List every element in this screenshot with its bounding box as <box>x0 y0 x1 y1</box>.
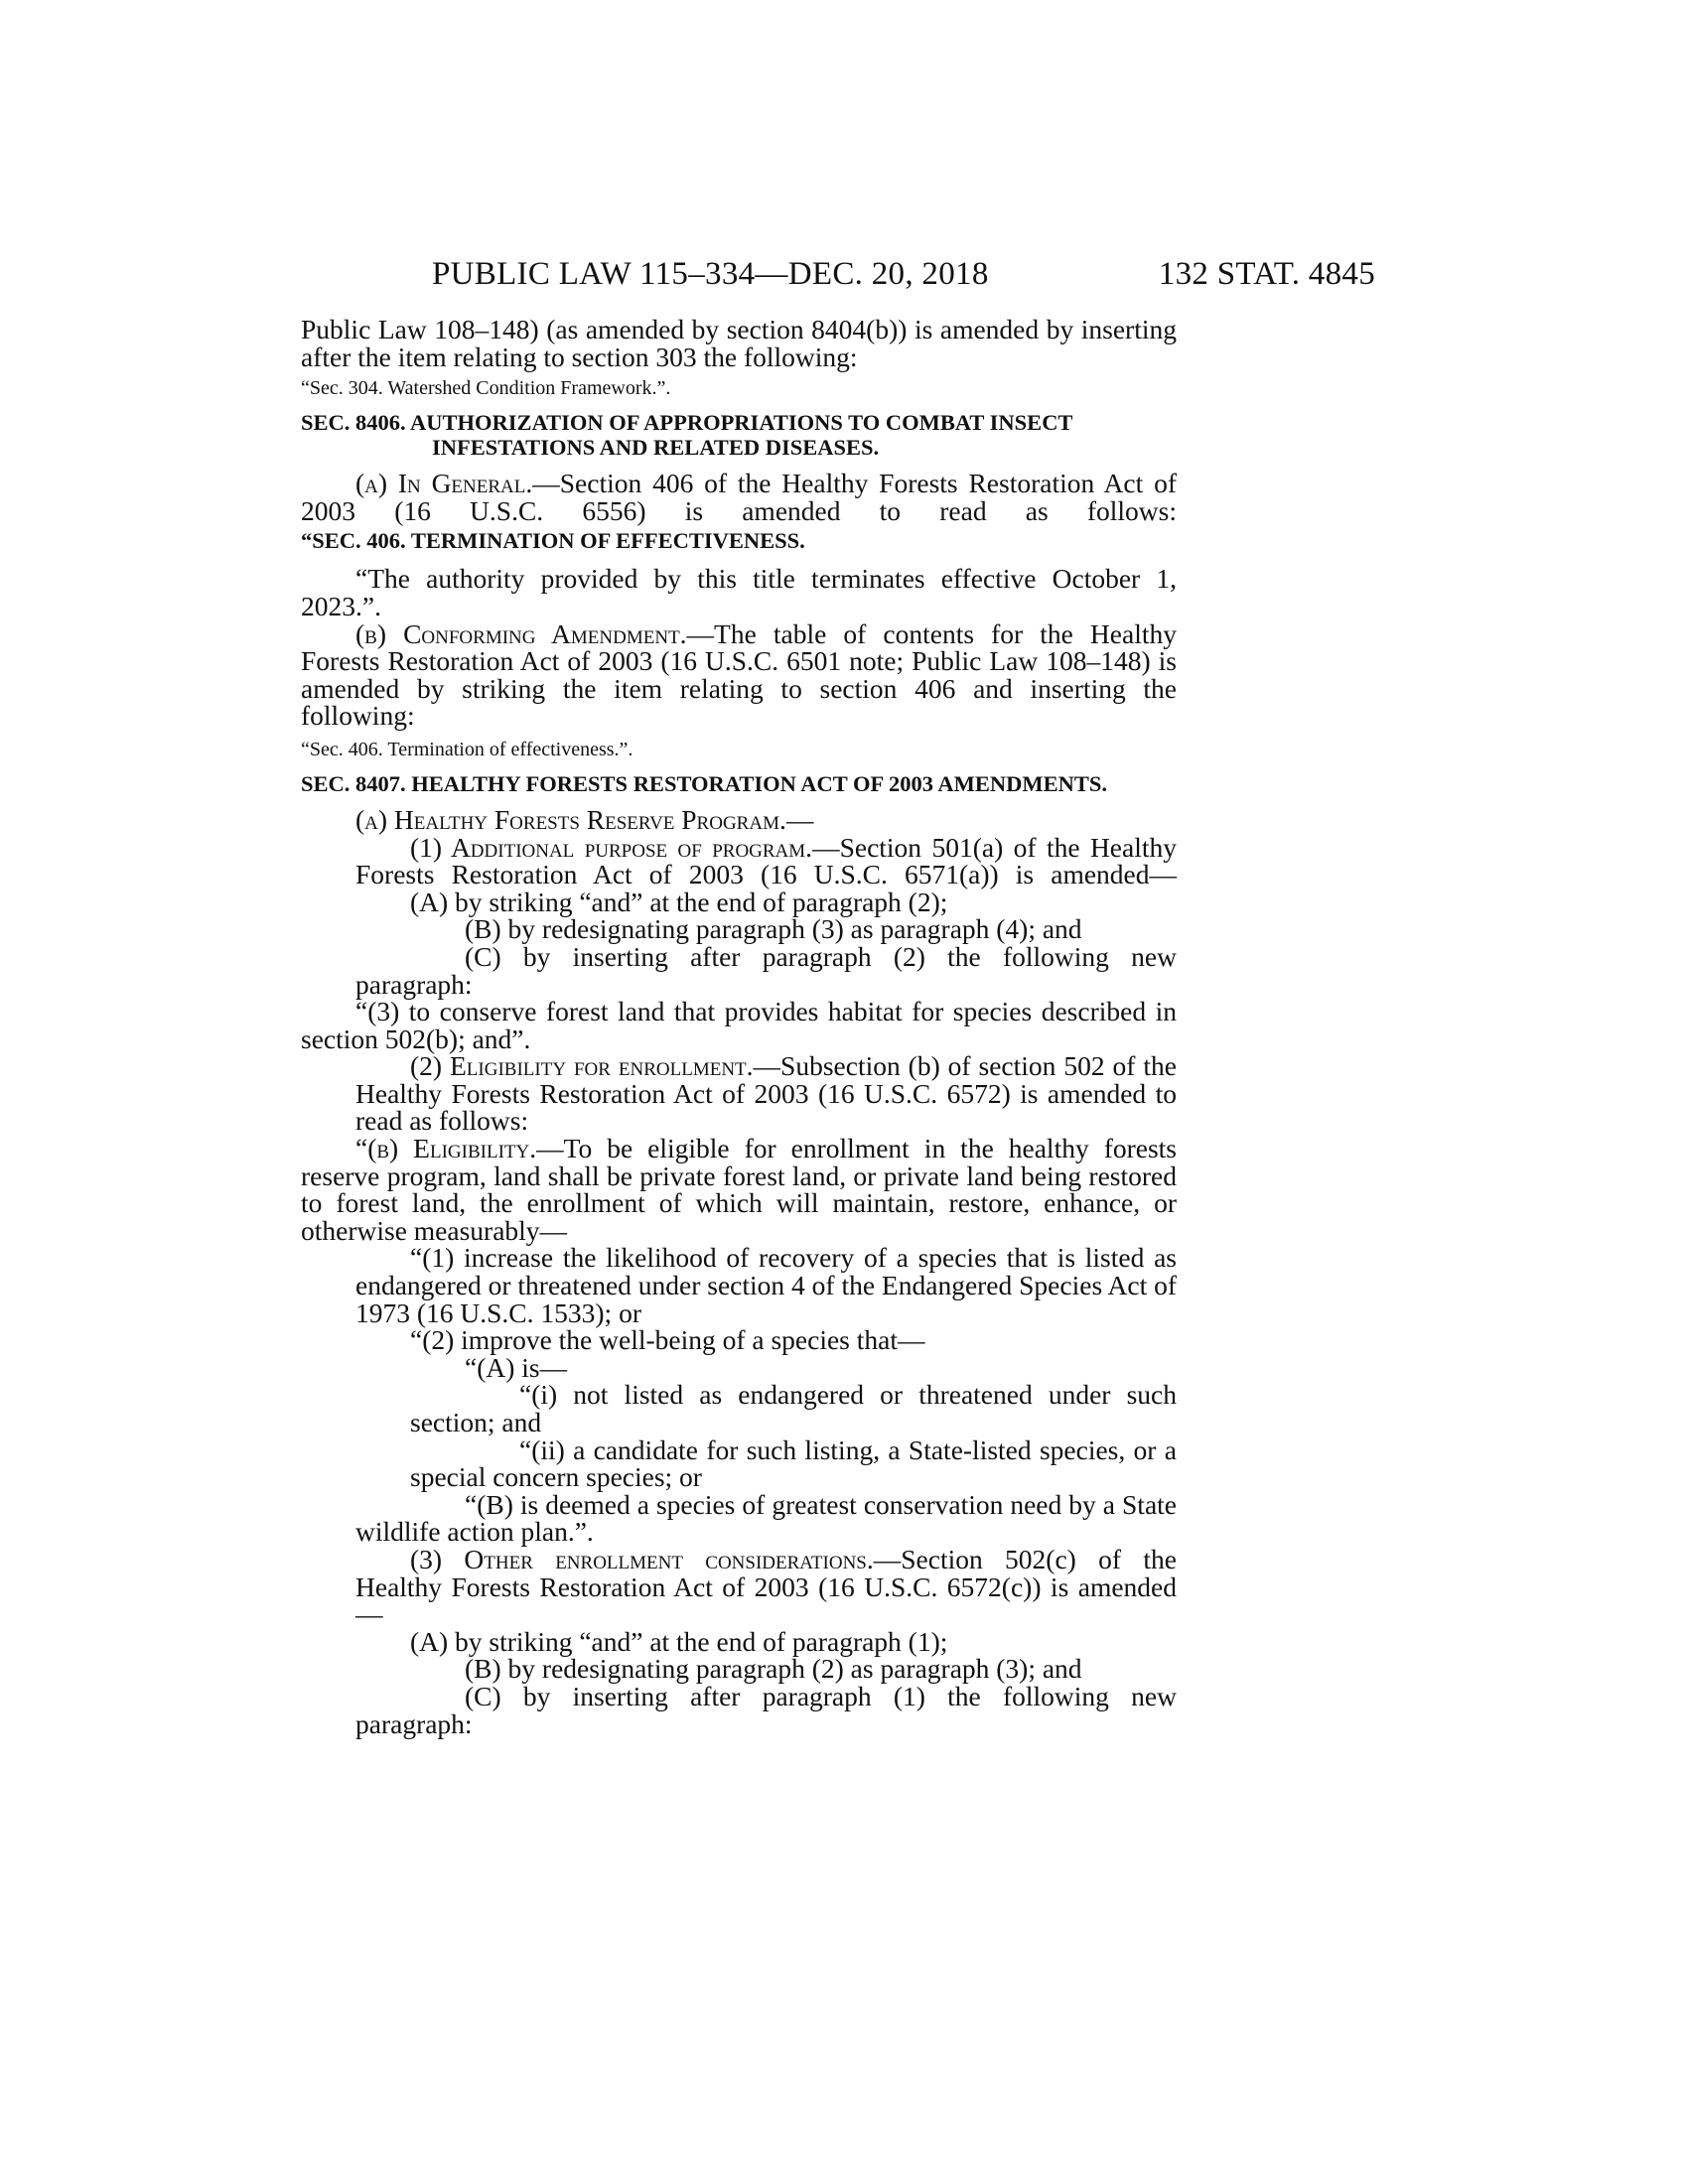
eligibility-item-A: “(A) is— <box>465 1351 568 1383</box>
toc-entry-406: “Sec. 406. Termination of effectiveness.”. <box>301 738 633 760</box>
subsection-label: “(b) Eligibility. <box>355 1133 537 1164</box>
paragraph-3-A: (A) by striking “and” at the end of paragraph (1); <box>410 1625 948 1657</box>
eligibility-item-i: “(i) not listed as endangered or threatened under such section; and <box>410 1379 1177 1437</box>
subsection-text: —The table of contents for the Healthy Forests Restoration Act of 2003 (16 U.S.C. 6501 note; Public Law 108–148) is amended by striking the item relating to section 406 and inserting the following: <box>301 617 1177 732</box>
paragraph-label: (1) Additional purpose of program. <box>410 831 813 863</box>
eligibility-item-1: “(1) increase the likelihood of recovery of a species that is listed as endangered or threatened under section 4 of the Endangered Species Act of 1973 (16 U.S.C. 1533); or <box>355 1242 1177 1328</box>
section-number: SEC. 8406. <box>301 410 406 436</box>
subsection-a-hfrp: (a) Healthy Forests Reserve Program.— <box>355 803 814 835</box>
subsection-label: (b) Conforming Amendment. <box>355 617 687 649</box>
subsection-label: (a) In General. <box>355 468 533 499</box>
quoted-section-406-text: “The authority provided by this title terminates effective October 1, 2023.”. <box>301 563 1177 621</box>
subsection-text: —Section 406 of the Healthy Forests Restoration Act of 2003 (16 U.S.C. 6556) is amended to read as follows: <box>301 468 1177 526</box>
subsection-b-conforming <box>301 617 1177 732</box>
header-title: PUBLIC LAW 115–334—DEC. 20, 2018 <box>432 256 989 292</box>
body-text <box>301 316 1177 1737</box>
header-stat-page: 132 STAT. 4845 <box>1158 256 1375 292</box>
toc-entry-304: “Sec. 304. Watershed Condition Framework.”. <box>301 377 671 400</box>
paragraph-text: —Section 502(c) of the Healthy Forests Restoration Act of 2003 (16 U.S.C. 6572(c)) is amended— <box>355 1543 1177 1630</box>
section-heading-8407 <box>301 771 1177 796</box>
eligibility-item-2: “(2) improve the well-being of a species that— <box>410 1324 925 1356</box>
paragraph-3 <box>301 1543 1177 1630</box>
paragraph-text: —Section 501(a) of the Healthy Forests Restoration Act of 2003 (16 U.S.C. 6571(a)) is amended— <box>355 831 1177 890</box>
eligibility-subsection <box>301 1135 1177 1244</box>
paragraph-2 <box>301 1052 1177 1135</box>
paragraph-1-B: (B) by redesignating paragraph (3) as paragraph (4); and <box>465 913 1082 945</box>
subsection-text: —To be eligible for enrollment in the healthy forests reserve program, land shall be private forest land, or private land being restored to forest land, the enrollment of which will maintain, restore, enhance, or otherwise measurably— <box>301 1133 1178 1246</box>
paragraph-3-C: (C) by inserting after paragraph (1) the following new paragraph: <box>355 1680 1177 1739</box>
running-header <box>301 256 1375 296</box>
paragraph-text: —Subsection (b) of section 502 of the Healthy Forests Restoration Act of 2003 (16 U.S.C. 6572) is amended to read as follows: <box>355 1050 1177 1137</box>
paragraph-1-C: (C) by inserting after paragraph (2) the following new paragraph: <box>355 940 1177 1000</box>
section-title: HEALTHY FORESTS RESTORATION ACT OF 2003 AMENDMENTS. <box>411 770 1108 796</box>
eligibility-item-ii: “(ii) a candidate for such listing, a State-listed species, or a special concern species; or <box>410 1433 1177 1493</box>
section-number: SEC. 8407. <box>301 770 406 796</box>
section-heading-8406 <box>301 410 1177 460</box>
eligibility-item-B: “(B) is deemed a species of greatest conservation need by a State wildlife action plan.”. <box>355 1488 1177 1548</box>
paragraph-label: (2) Eligibility for enrollment. <box>410 1050 754 1082</box>
paragraph-1 <box>301 831 1177 890</box>
subsection-a-general <box>301 470 1177 524</box>
paragraph-1-quote: “(3) to conserve forest land that provides habitat for species described in section 502(b); and”. <box>301 996 1177 1054</box>
paragraph-1-A: (A) by striking “and” at the end of paragraph (2); <box>410 886 948 917</box>
section-title: AUTHORIZATION OF APPROPRIATIONS TO COMBAT INSECT INFESTATIONS AND RELATED DISEASES. <box>410 410 1073 461</box>
paragraph-label: (3) Other enrollment considerations. <box>410 1543 874 1574</box>
quoted-section-406-heading: “SEC. 406. TERMINATION OF EFFECTIVENESS. <box>301 528 805 554</box>
intro-paragraph: Public Law 108–148) (as amended by section 8404(b)) is amended by inserting after the item relating to section 303 the following: <box>301 314 1177 372</box>
paragraph-3-B: (B) by redesignating paragraph (2) as paragraph (3); and <box>465 1653 1082 1685</box>
